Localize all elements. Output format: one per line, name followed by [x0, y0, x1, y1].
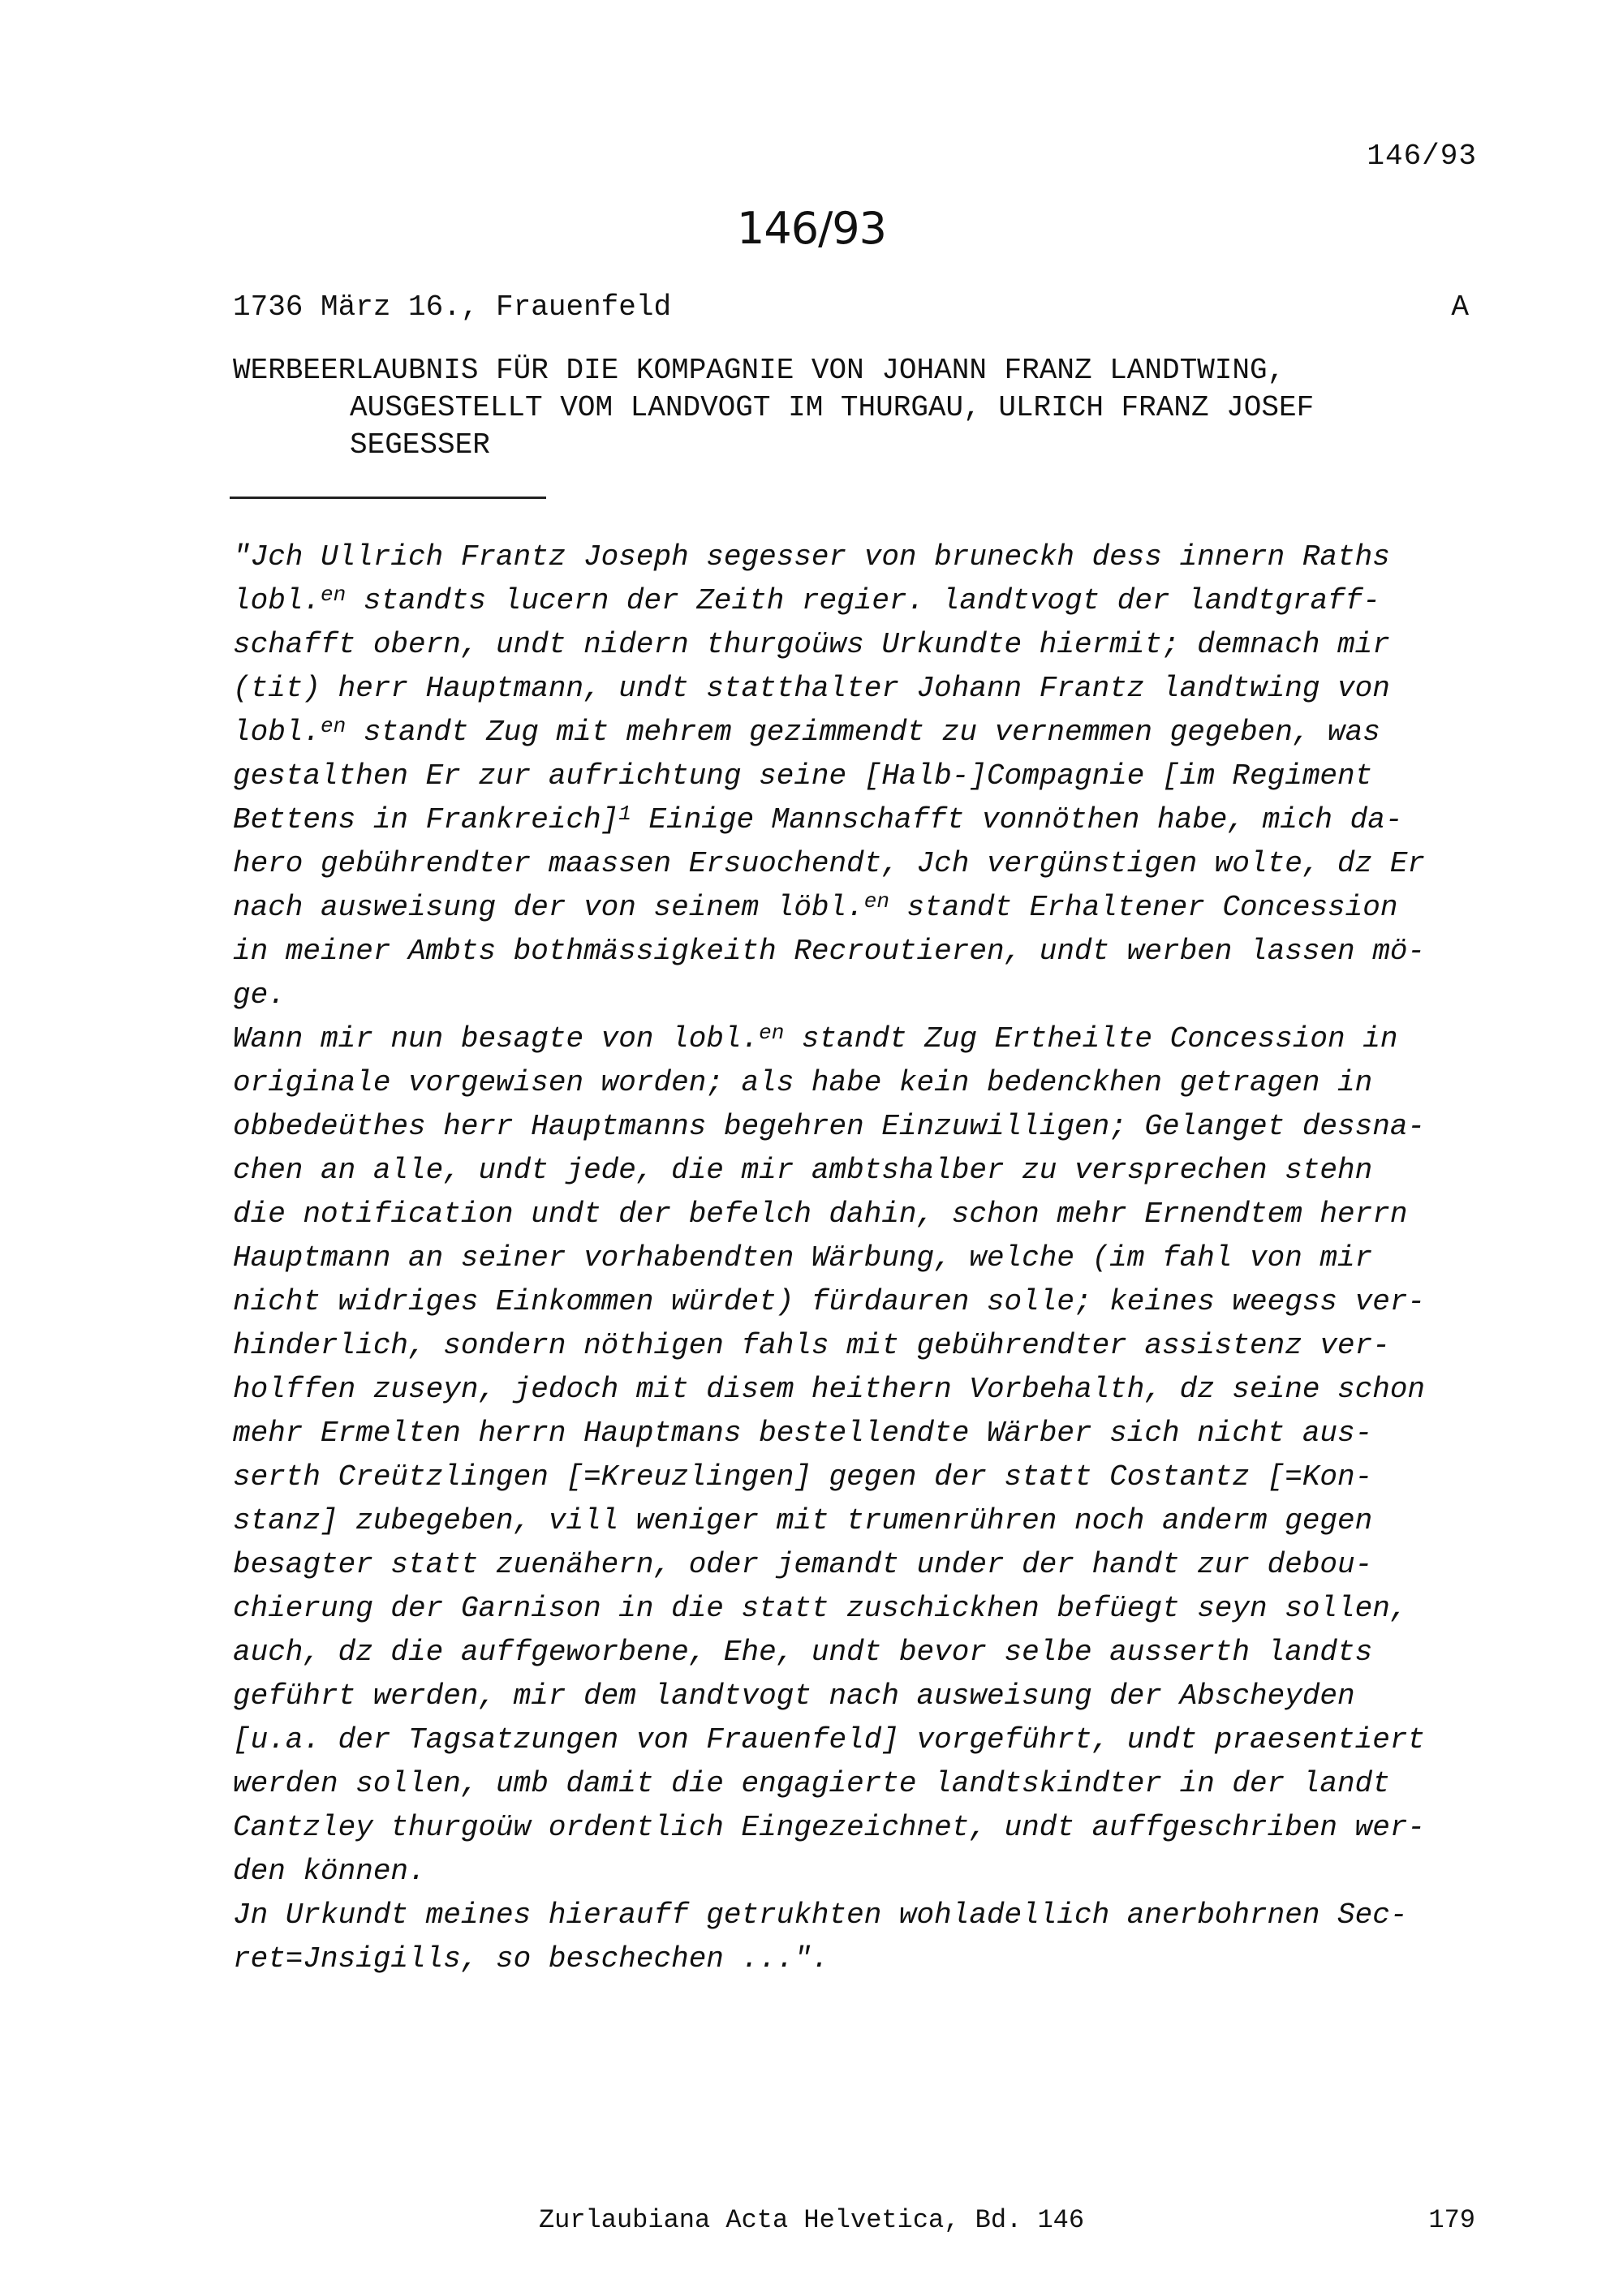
superscript: en — [759, 1021, 785, 1045]
body-line: ge. — [233, 978, 286, 1012]
body-line: Einige Mannschafft vonnöthen habe, mich da- — [631, 803, 1403, 836]
body-line: Jn Urkundt meines hierauff getrukhten wohladellich anerbohrnen Sec- — [233, 1898, 1408, 1932]
body-line: besagter statt zuenähern, oder jemandt under der handt zur debou- — [233, 1548, 1373, 1581]
title-line-2: AUSGESTELLT VOM LANDVOGT IM THURGAU, ULRICH FRANZ JOSEF — [350, 391, 1315, 424]
body-line: Cantzley thurgoüw ordentlich Eingezeichnet, undt auffgeschriben wer- — [233, 1811, 1426, 1844]
body-line: ret=Jnsigills, so beschechen ...". — [233, 1942, 829, 1976]
document-type-marker: A — [1451, 290, 1469, 324]
body-line: standt Erhaltener Concession — [889, 891, 1398, 924]
body-line: chen an alle, undt jede, die mir ambtshalber zu versprechen stehn — [233, 1154, 1373, 1187]
body-line: Bettens in Frankreich] — [233, 803, 619, 836]
body-line: gestalthen Er zur aufrichtung seine [Halb-]Compagnie [im Regiment — [233, 759, 1373, 793]
body-line: werden sollen, umb damit die engagierte landtskindter in der landt — [233, 1767, 1390, 1800]
superscript: en — [321, 714, 347, 738]
superscript: en — [863, 889, 889, 914]
body-line: [u.a. der Tagsatzungen von Frauenfeld] vorgeführt, undt praesentiert — [233, 1723, 1426, 1756]
body-line: mehr Ermelten herrn Hauptmans bestellendte Wärber sich nicht aus- — [233, 1417, 1373, 1450]
body-line: den können. — [233, 1855, 426, 1888]
title-line-3: SEGESSER — [350, 428, 490, 462]
body-line: nach ausweisung der von seinem löbl. — [233, 891, 864, 924]
body-line: obbedeüthes herr Hauptmanns begehren Einzuwilligen; Gelanget dessna- — [233, 1110, 1426, 1143]
transcription-body — [233, 535, 1483, 1981]
body-line: Wann mir nun besagte von lobl. — [233, 1022, 760, 1056]
handwritten-reference-number: 146/93 — [737, 203, 886, 254]
body-line: serth Creützlingen [=Kreuzlingen] gegen der statt Costantz [=Kon- — [233, 1460, 1373, 1494]
body-line: geführt werden, mir dem landtvogt nach ausweisung der Abscheyden — [233, 1679, 1355, 1713]
body-line: (tit) herr Hauptmann, undt statthalter Johann Frantz landtwing von — [233, 672, 1390, 705]
body-line: hero gebührendter maassen Ersuochendt, Jch vergünstigen wolte, dz Er — [233, 847, 1426, 880]
body-line: schafft obern, undt nidern thurgoüws Urkundte hiermit; demnach mir — [233, 628, 1390, 661]
superscript: en — [321, 583, 347, 607]
body-line: chierung der Garnison in die statt zuschickhen befüegt seyn sollen, — [233, 1592, 1408, 1625]
body-line: holffen zuseyn, jedoch mit disem heithern Vorbehalth, dz seine schon — [233, 1373, 1426, 1406]
body-line: die notification undt der befelch dahin, schon mehr Ernendtem herrn — [233, 1197, 1408, 1231]
document-title — [233, 352, 1466, 464]
body-line: standts lucern der Zeith regier. landtvogt der landtgraff- — [346, 584, 1380, 617]
body-line: originale vorgewisen worden; als habe kein bedenckhen getragen in — [233, 1066, 1373, 1099]
body-line: standt Zug mit mehrem gezimmendt zu vernemmen gegeben, was — [346, 716, 1380, 749]
body-line: "Jch Ullrich Frantz Joseph segesser von bruneckh dess innern Raths — [233, 540, 1390, 574]
body-line: Hauptmann an seiner vorhabendten Wärbung, welche (im fahl von mir — [233, 1241, 1373, 1275]
body-line: in meiner Ambts bothmässigkeith Recroutieren, undt werben lassen mö- — [233, 935, 1426, 968]
date-place-line: 1736 März 16., Frauenfeld — [233, 290, 672, 324]
body-line: lobl. — [233, 716, 321, 749]
body-line: hinderlich, sondern nöthigen fahls mit gebührendter assistenz ver- — [233, 1329, 1390, 1362]
page-number: 179 — [1428, 2205, 1475, 2235]
body-line: stanz] zubegeben, vill weniger mit trumenrühren noch anderm gegen — [233, 1504, 1373, 1537]
document-reference-number: 146/93 — [1367, 140, 1477, 173]
body-line: standt Zug Ertheilte Concession in — [784, 1022, 1398, 1056]
footer-source-citation: Zurlaubiana Acta Helvetica, Bd. 146 — [538, 2205, 1085, 2235]
body-line: auch, dz die auffgeworbene, Ehe, undt bevor selbe ausserth landts — [233, 1636, 1373, 1669]
title-divider — [230, 497, 546, 499]
body-line: lobl. — [233, 584, 321, 617]
footnote-marker: 1 — [618, 802, 631, 826]
title-line-1: WERBEERLAUBNIS FÜR DIE KOMPAGNIE VON JOHANN FRANZ LANDTWING, — [233, 354, 1285, 387]
body-line: nicht widriges Einkommen würdet) fürdauren solle; keines weegss ver- — [233, 1285, 1426, 1318]
